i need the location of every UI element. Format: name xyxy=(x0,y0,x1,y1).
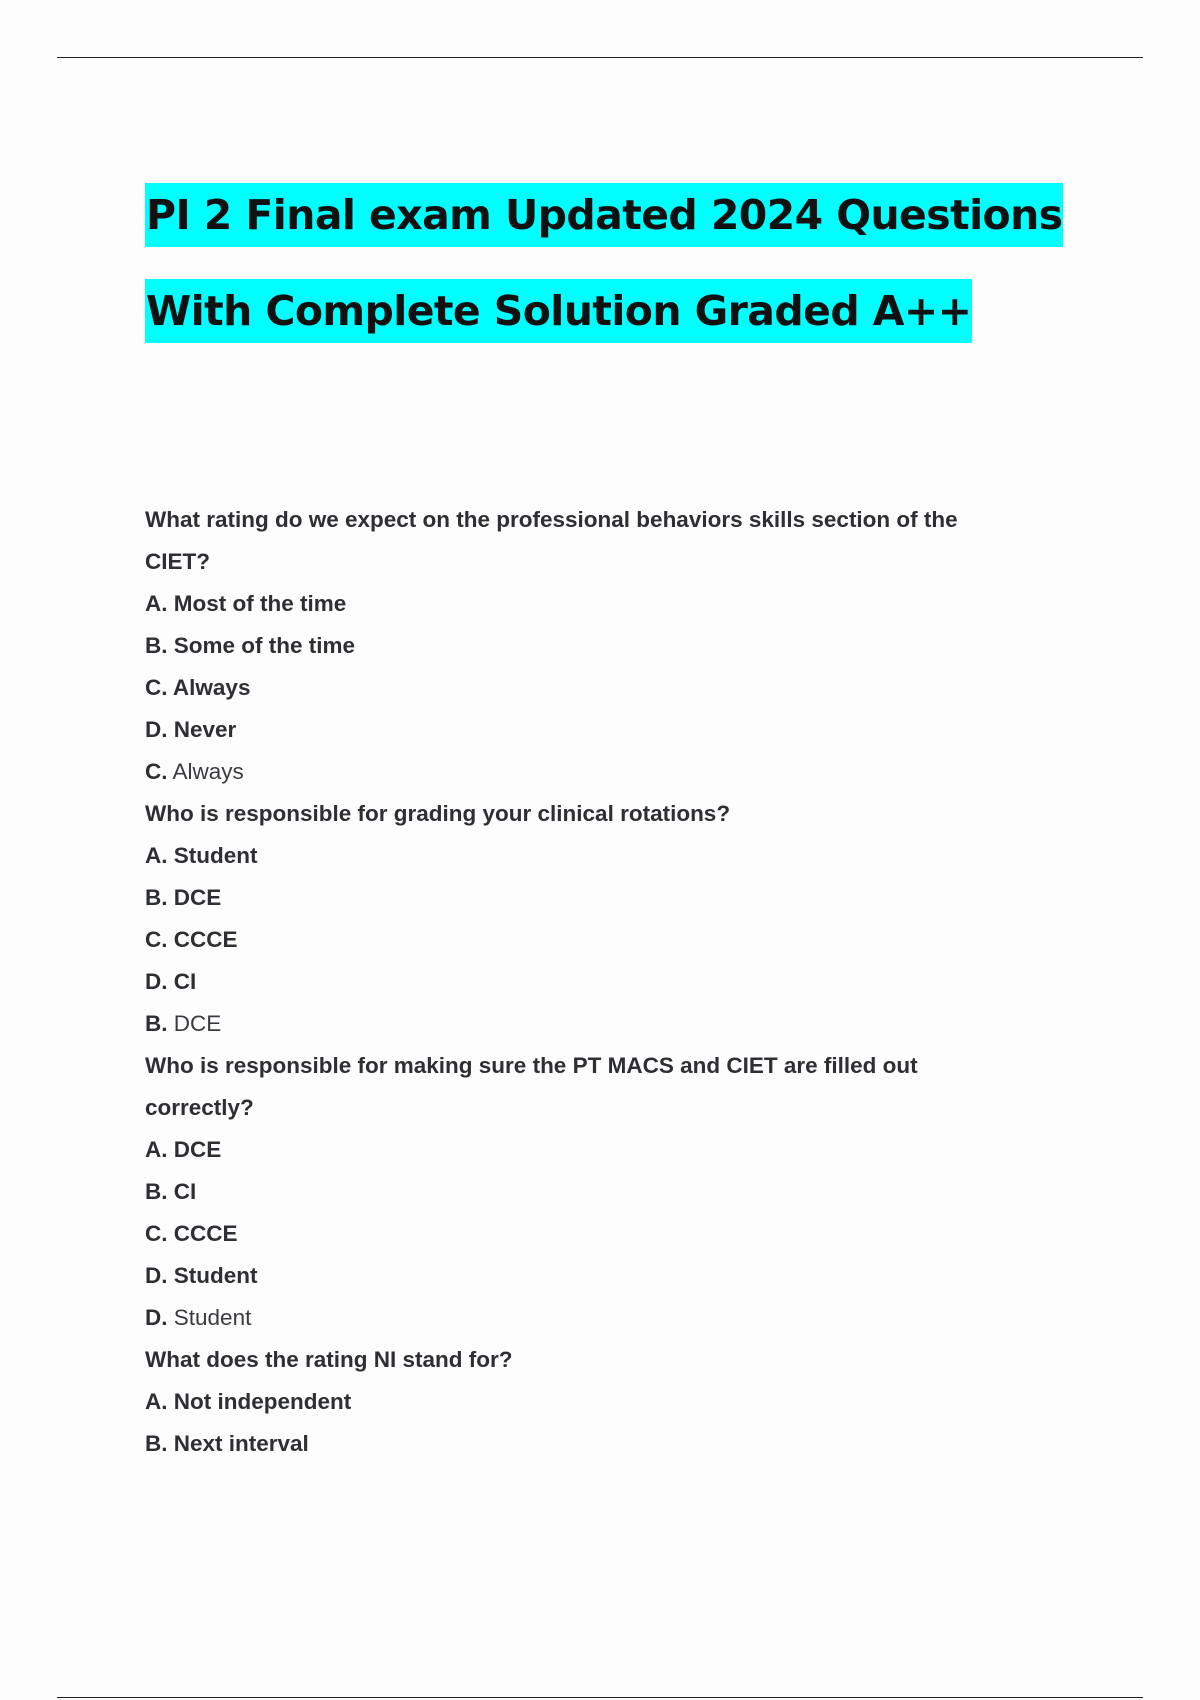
answer-option: B. DCE xyxy=(145,885,222,910)
correct-answer-text: DCE xyxy=(173,1011,222,1036)
question-block xyxy=(145,1045,1045,1339)
correct-answer-letter: B. xyxy=(145,1011,168,1036)
title-line-1: PI 2 Final exam Updated 2024 Questions xyxy=(145,183,1063,247)
question-block xyxy=(145,499,1045,793)
question-text: correctly? xyxy=(145,1095,254,1120)
question-block xyxy=(145,793,1045,1045)
answer-option: A. Most of the time xyxy=(145,591,347,616)
answer-option: B. CI xyxy=(145,1179,197,1204)
correct-answer-letter: C. xyxy=(145,759,168,784)
question-text: What does the rating NI stand for? xyxy=(145,1347,513,1372)
answer-option: A. Not independent xyxy=(145,1389,352,1414)
question-text: What rating do we expect on the professional behaviors skills section of the xyxy=(145,507,958,532)
correct-answer-text: Student xyxy=(173,1305,252,1330)
answer-option: A. DCE xyxy=(145,1137,222,1162)
answer-option: D. CI xyxy=(145,969,197,994)
answer-option: D. Student xyxy=(145,1263,258,1288)
answer-option: C. CCCE xyxy=(145,1221,238,1246)
question-text: Who is responsible for making sure the PT MACS and CIET are filled out xyxy=(145,1053,918,1078)
correct-answer xyxy=(145,751,1045,793)
answer-option: C. CCCE xyxy=(145,927,238,952)
answer-option: B. Some of the time xyxy=(145,633,356,658)
correct-answer-text: Always xyxy=(172,759,244,784)
answer-option: C. Always xyxy=(145,675,251,700)
title-line-2: With Complete Solution Graded A++ xyxy=(145,279,972,343)
answer-option: B. Next interval xyxy=(145,1431,309,1456)
answer-option: D. Never xyxy=(145,717,237,742)
question-text: CIET? xyxy=(145,549,210,574)
header-rule xyxy=(57,57,1143,58)
question-text: Who is responsible for grading your clinical rotations? xyxy=(145,801,731,826)
question-block xyxy=(145,1339,1045,1465)
answer-option: A. Student xyxy=(145,843,258,868)
correct-answer xyxy=(145,1297,1045,1339)
correct-answer xyxy=(145,1003,1045,1045)
document-title xyxy=(145,183,1063,343)
footer-rule xyxy=(57,1697,1143,1698)
question-list xyxy=(145,499,1045,1465)
correct-answer-letter: D. xyxy=(145,1305,168,1330)
